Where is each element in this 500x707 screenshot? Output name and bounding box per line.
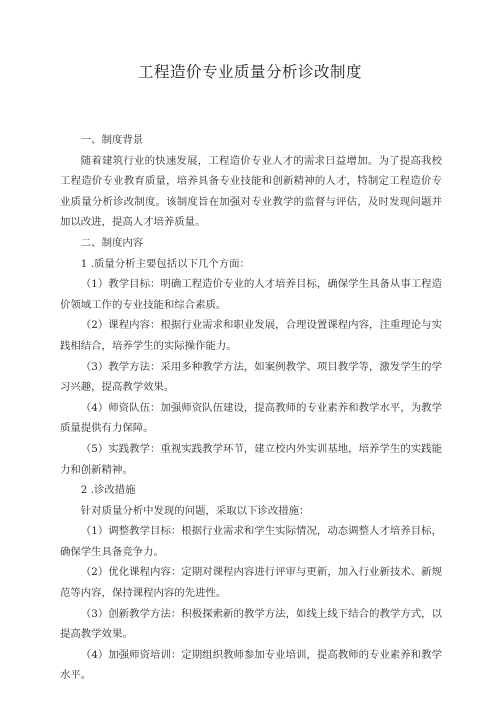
document-body [60,130,442,686]
section-heading-content: 二、制度内容 [80,236,144,249]
paragraph-measures-intro: 针对质量分析中发现的问题，采取以下诊改措施： [80,504,310,517]
item-teaching-methods: （3）教学方法：采用多种教学方法，如案例教学、项目教学等，激发学生的学习兴趣，提高教学效果。 [60,360,442,394]
item-practice-teaching: （5）实践教学：重视实践教学环节，建立校内外实训基地，培养学生的实践能力和创新精神。 [60,442,442,476]
section-heading-background: 一、制度背景 [80,134,144,146]
measure-optimize-courses: （2）优化课程内容：定期对课程内容进行评审与更新，加入行业新技术、新规范等内容，保持课程内容的先进性。 [60,566,442,600]
document-title: 工程造价专业质量分析诊改制度 [137,63,362,81]
measure-adjust-goals: （1）调整教学目标：根据行业需求和学生实际情况，动态调整人才培养目标，确保学生具备竞争力。 [60,525,442,558]
paragraph-background: 随着建筑行业的快速发展，工程造价专业人才的需求日益增加。为了提高我校工程造价专业教育质量，培养具备专业技能和创新精神的人才，特制定工程造价专业质量分析诊改制度。该制度旨在加强对专业教学的监督与评估，及时发现问题并加以改进，提高人才培养质量。 [60,154,442,229]
item-course-content: （2）课程内容：根据行业需求和职业发展，合理设置课程内容，注重理论与实践相结合，培养学生的实际操作能力。 [60,319,442,352]
measure-teacher-training: （4）加强师资培训：定期组织教师参加专业培训，提高教师的专业素养和教学水平。 [60,648,442,682]
item-faculty: （4）师资队伍：加强师资队伍建设，提高教师的专业素养和教学水平，为教学质量提供有力保障。 [60,401,442,435]
measure-innovate-methods: （3）创新教学方法：积极探索新的教学方法，如线上线下结合的教学方式，以提高教学效果。 [60,607,442,641]
subheading-improvement-measures: 2 .诊改措施 [80,484,136,497]
subheading-quality-analysis: 1 .质量分析主要包括以下几个方面： [80,257,250,270]
item-teaching-goals: （1）教学目标：明确工程造价专业的人才培养目标，确保学生具备从事工程造价领域工作的专业技能和综合素质。 [60,278,442,311]
